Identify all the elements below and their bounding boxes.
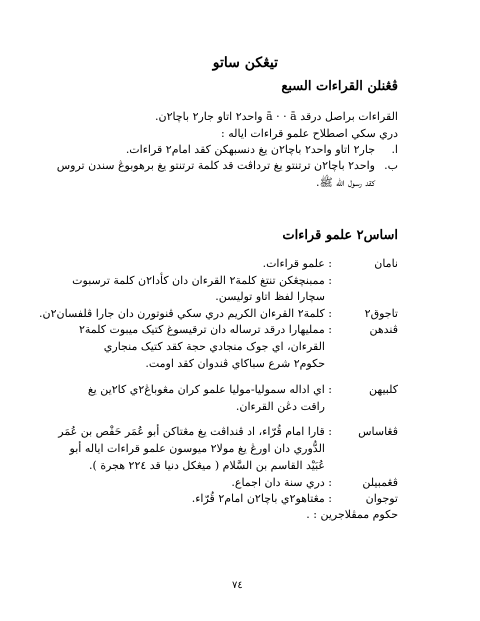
term-label: توجوان bbox=[365, 492, 398, 505]
closing-line: حکوم ممڤلاجرين : . bbox=[306, 508, 398, 521]
term-value-line: عُبَيْد القاسم بن السَّلام ( ميڠکل دنيا قد ٢٢٤ هجرة ). bbox=[89, 459, 325, 472]
term-value-line: : علمو قراءات. bbox=[262, 257, 332, 270]
definition-a-marker: ا. bbox=[391, 143, 398, 156]
term-label: ڤندهن bbox=[369, 323, 398, 336]
term-label: نامان bbox=[374, 257, 398, 270]
definition-b-marker: ب. bbox=[384, 159, 398, 172]
definition-b-text-2: کقد رسول الله ﷺ. bbox=[315, 176, 375, 189]
term-value-line: القرءان، اي جوک منجادي حجة کقد کتيک منجاري bbox=[103, 340, 325, 353]
term-value-line: راقت دڠن القرءان. bbox=[235, 400, 325, 413]
definition-b-text-1: واحد٢ باچا٢ن ترتنتو يغ ترداڤت قد کلمة ترتنتو يغ برهوبوڠ سندن تروس bbox=[56, 159, 375, 172]
section-title-1: ڤڠنلن القراءات السبع bbox=[281, 79, 398, 94]
intro-line-2: دري سکي اصطلاح علمو قراءات اياله : bbox=[221, 127, 398, 140]
page-number: ٧٤ bbox=[232, 580, 243, 591]
term-value-line: : قارا امام قُرّاء، اد ڤنداڤت يغ مڠتاکن أبو عُمَر حَفْص بن عُمَر bbox=[58, 425, 332, 438]
term-label: ڤڠمبيلن bbox=[362, 476, 398, 489]
term-value-line: سچارا لفظ اتاو تولیسن. bbox=[215, 290, 325, 303]
term-label: کلبيهن bbox=[369, 383, 398, 396]
term-value-line: : کلمة٢ القرءان الکريم دري سکي ڤنوتورن دان جارا ڤلفسان٢ن. bbox=[39, 307, 332, 320]
intro-line-1: القراءات براصل درقد ā · · ā واحد٢ اتاو جار٢ باچا٢ن. bbox=[155, 110, 398, 123]
term-value-line: حکوم٢ شرع سباکاي ڤندوان کقد اومت. bbox=[145, 357, 325, 370]
definition-a-text: جار٢ اتاو واحد٢ باچا٢ن يغ دنسبهکن کقد امام٢ قراءات. bbox=[125, 143, 375, 156]
term-value-line: : دري سنة دان اجماع. bbox=[231, 476, 332, 489]
term-value-line: الدُّوري دان اورڠ يغ مولا٢ ميوسون علمو قراءات اياله أبو bbox=[69, 442, 325, 455]
term-value-line: : اي اداله سمولیا-مولیا علمو کران مڠوباڠ٢ي کا٢ين يغ bbox=[87, 383, 332, 396]
section-title-2: اساس٢ علمو قراءات bbox=[282, 228, 398, 243]
term-label: تاجوق٢ bbox=[364, 307, 398, 320]
term-value-line: : ممبنچڠکن تنتغ کلمة٢ القرءان دان کأدا٢ن کلمة ترسبوت bbox=[72, 274, 332, 287]
chapter-title: تيڠكن ساتو bbox=[212, 55, 278, 71]
term-value-line: : ممليهارا درقد ترسالە دان ترقيسوغ کتيک ميبوت کلمة٢ bbox=[78, 323, 332, 336]
term-label: ڤڠاساس bbox=[358, 425, 398, 438]
term-value-line: : مڠتاهو٢ي باچا٢ن امام٢ قُرّاء. bbox=[191, 492, 332, 505]
